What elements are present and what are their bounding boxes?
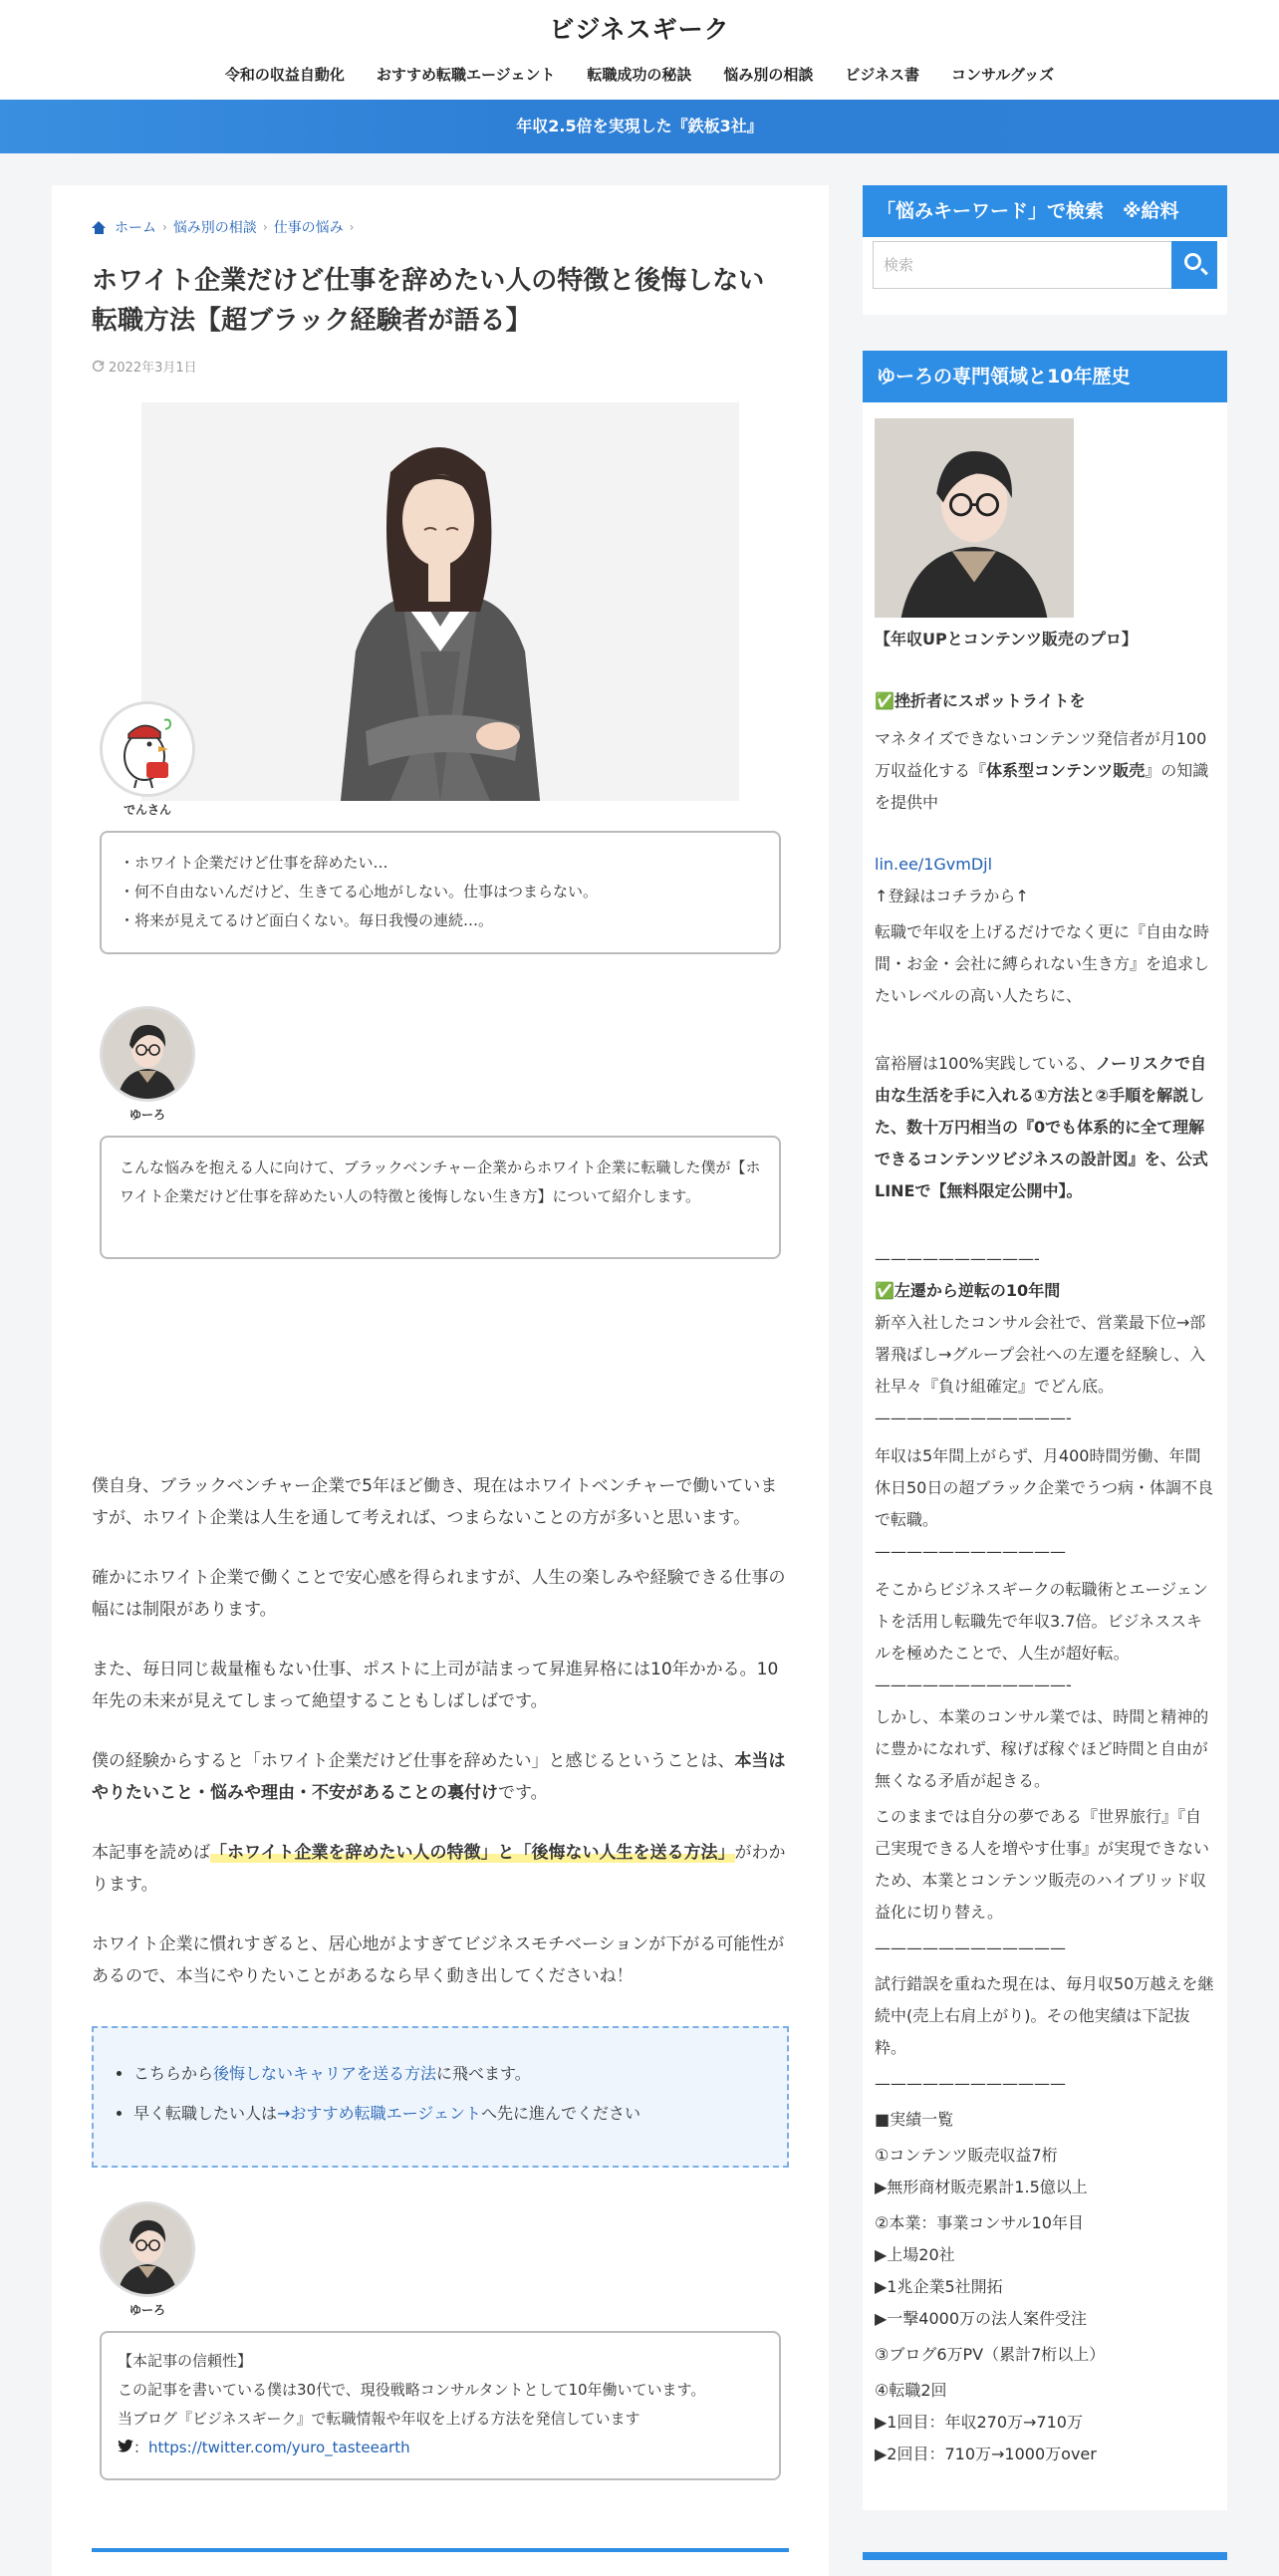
bold-text: ノーリスクで自由な生活を手に入れる①方法と②手順を解説した、数十万円相当の『0でも体系的に全て理解できるコンテンツビジネスの設計図』を、公式LINEで【無料限定公開中】。 (875, 1054, 1208, 1200)
bubble-line: この記事を書いている僕は30代で、現役戦略コンサルタントとして10年働いています。 (118, 2381, 706, 2399)
jump-link-box (92, 2026, 789, 2168)
text-run: です。 (498, 1783, 548, 1803)
article-main (52, 185, 829, 2576)
result-item: ③ブログ6万PV（累計7桁以上） (875, 2345, 1106, 2364)
twitter-line (118, 2434, 763, 2462)
text-run: 本記事を読めば (92, 1843, 210, 1863)
search-widget (863, 185, 1227, 315)
search-icon (1184, 253, 1201, 270)
result-item: ▶上場20社 (875, 2245, 955, 2264)
section-heading: ✅挫折者にスポットライトを (875, 691, 1086, 710)
bubble-text: こんな悩みを抱える人に向けて、ブラックベンチャー企業からホワイト企業に転職した僕が【ホワイト企業だけど仕事を辞めたい人の特徴と後悔しない生き方】について紹介します。 (120, 1159, 761, 1205)
divider-text: ———————————— (875, 2074, 1066, 2093)
notice-bar[interactable]: 年収2.5倍を実現した『鉄板3社』 (0, 100, 1279, 153)
paragraph: 僕自身、ブラックベンチャー企業で5年ほど働き、現在はホワイトベンチャーで働いていますが、ホワイト企業は人生を通して考えれば、つまらないことの方が多いと思います。 (92, 1476, 778, 1528)
results-heading: ■実績一覧 (875, 2110, 954, 2129)
profile-text: 新卒入社したコンサル会社で、営業最下位→部署飛ばし→グループ会社への左遷を経験し、入社早々『負け組確定』でどん底。 (875, 1313, 1206, 1396)
profile-text: 転職で年収を上げるだけでなく更に『自由な時間・お金・会社に縛られない生き方』を追求したいレベルの高い人たちに、 (875, 922, 1210, 1005)
avatar-yuro (100, 1006, 195, 1102)
search-input[interactable] (873, 241, 1171, 289)
nav-item-success-tips[interactable]: 転職成功の秘訣 (587, 66, 692, 84)
paragraph: また、毎日同じ裁量権もない仕事、ポストに上司が詰まって昇進昇格には10年かかる。10年先の未来が見えてしまって絶望することもしばしばです。 (92, 1660, 779, 1711)
profile-text: そこからビジネスギークの転職術とエージェントを活用し転職先で年収3.7倍。ビジネススキルを極めたことで、人生が超好転。 (875, 1580, 1208, 1663)
date-text: 2022年3月1日 (109, 361, 197, 376)
twitter-bird-icon (118, 2440, 133, 2452)
search-form (873, 241, 1217, 289)
profile-text: このままでは自分の夢である『世界旅行』『自己実現できる人を増やす仕事』が実現できないため、本業とコンテンツ販売のハイブリッド収益化に切り替え。 (875, 1807, 1210, 1922)
nav-item-consul-goods[interactable]: コンサルグッズ (950, 66, 1055, 84)
result-item: ▶1回目：年収270万→710万 (875, 2413, 1083, 2432)
site-header (0, 0, 1279, 100)
chevron-right-icon: › (349, 220, 355, 234)
speaker-name: でんさん (123, 803, 171, 817)
list-item (133, 2094, 761, 2134)
breadcrumb (92, 217, 354, 237)
paragraph: ホワイト企業に慣れすぎると、居心地がよすぎてビジネスモチベーションが下がる可能性があるので、本当にやりたいことがあるなら早く動き出してくださいね！ (92, 1934, 785, 1986)
result-item: ▶無形商材販売累計1.5億以上 (875, 2178, 1088, 2196)
register-note: ↑登録はコチラから↑ (875, 887, 1029, 905)
text-run: こちらから (133, 2064, 214, 2083)
profile-avatar (875, 418, 1074, 618)
refresh-icon (92, 360, 105, 373)
result-item: ④転職2回 (875, 2381, 947, 2400)
hero-image (141, 402, 739, 801)
breadcrumb-home[interactable]: ホーム (115, 220, 156, 236)
text-run: がわかります。 (92, 1843, 786, 1895)
bubble-line: ・ホワイト企業だけど仕事を辞めたい… (120, 854, 388, 872)
result-item: ▶1兆企業5社開拓 (875, 2277, 1003, 2296)
global-nav (0, 64, 1279, 85)
bubble-line: 【本記事の信頼性】 (118, 2352, 253, 2370)
divider-text: ———————————— (875, 1938, 1066, 1957)
line-link[interactable]: lin.ee/1GvmDjl (875, 855, 993, 874)
chevron-right-icon: › (262, 220, 268, 234)
nav-item-business-books[interactable]: ビジネス書 (845, 66, 919, 84)
man-with-glasses-icon (103, 2204, 192, 2294)
divider-text: ———————————— (875, 1542, 1066, 1561)
man-with-glasses-icon (103, 1009, 192, 1099)
site-title[interactable]: ビジネスギーク (549, 15, 730, 44)
nav-item-agents[interactable]: おすすめ転職エージェント (376, 66, 556, 84)
line-link-row (875, 849, 1215, 881)
twitter-link[interactable]: https://twitter.com/yuro_tasteearth (148, 2439, 410, 2456)
paragraph: 確かにホワイト企業で働くことで安心感を得られますが、人生の楽しみや経験できる仕事の幅には制限があります。 (92, 1568, 786, 1620)
text-run: へ先に進んでください (480, 2104, 640, 2123)
breadcrumb-category[interactable]: 悩み別の相談 (172, 220, 257, 236)
twitter-separator: ： (133, 2439, 149, 2456)
text-run: マネタイズできないコンテンツ発信者が月100万収益化する『 (875, 729, 1207, 780)
speech-bubble (100, 831, 781, 954)
paragraph (92, 1837, 789, 1901)
text-run: 富裕層は100%実践している、 (875, 1054, 1096, 1073)
search-button[interactable] (1171, 241, 1217, 289)
text-run: 早く転職したい人は (133, 2104, 278, 2123)
profile-text: しかし、本業のコンサル業では、時間と精神的に豊かになれず、稼げば稼ぐほど時間と自由が無くなる矛盾が起きる。 (875, 1707, 1209, 1790)
article-title: ホワイト企業だけど仕事を辞めたい人の特徴と後悔しない転職方法【超ブラック経験者が語る】 (92, 266, 765, 336)
divider-text: ————————————- (875, 1675, 1072, 1694)
profile-text: 年収は5年間上がらず、月400時間労働、年間休日50日の超ブラック企業でうつ病・体調不良で転職。 (875, 1446, 1214, 1529)
speaker-name: ゆーろ (128, 1108, 165, 1122)
agent-link[interactable]: →おすすめ転職エージェント (277, 2104, 481, 2123)
article-date (92, 357, 197, 376)
bubble-line: ・何不自由ないんだけど、生きてる心地がしない。仕事はつまらない。 (120, 883, 599, 901)
section-heading-bar (92, 2548, 789, 2552)
highlighted-text: 「ホワイト企業を辞めたい人の特徴」と「後悔ない人生を送る方法」 (210, 1843, 735, 1863)
divider-text: ————————————- (875, 1409, 1072, 1427)
speech-bubble (100, 2331, 781, 2480)
text-run: に飛べます。 (436, 2064, 531, 2083)
bold-text: 本当はやりたいこと・悩みや理由・不安があることの裏付け (92, 1751, 786, 1803)
result-item: ①コンテンツ販売収益7桁 (875, 2146, 1058, 2165)
home-icon (92, 221, 107, 234)
profile-text: 試行錯誤を重ねた現在は、毎月収50万越えを継続中(売上右肩上がり)。その他実績は下記抜粋。 (875, 1974, 1214, 2057)
bold-text: 体系型コンテンツ販売 (986, 761, 1146, 780)
profile-tagline: 【年収UPとコンテンツ販売のプロ】 (875, 630, 1138, 648)
result-item: ②本業：事業コンサル10年目 (875, 2213, 1084, 2232)
breadcrumb-subcategory[interactable]: 仕事の悩み (273, 220, 344, 236)
text-run: 僕の経験からすると「ホワイト企業だけど仕事を辞めたい」と感じるということは、 (92, 1751, 735, 1771)
bubble-line: 当ブログ『ビジネスギーク』で転職情報や年収を上げる方法を発信しています (118, 2410, 640, 2428)
chevron-right-icon: › (162, 220, 167, 234)
profile-text (875, 1048, 1215, 1207)
nav-item-consultation[interactable]: 悩み別の相談 (723, 66, 814, 84)
list-item (133, 2054, 761, 2094)
profile-widget-title: ゆーろの専門領域と10年歴史 (863, 351, 1227, 402)
avatar-yuro (100, 2201, 195, 2297)
avatar-den (100, 701, 195, 797)
speech-bubble (100, 1136, 781, 1259)
sidebar-next-widget-bar (863, 2552, 1227, 2560)
profile-text (875, 723, 1215, 819)
text-run: 』の知識を提供中 (875, 761, 1209, 812)
paragraph (92, 1745, 789, 1809)
result-item: ▶一撃4000万の法人案件受注 (875, 2309, 1088, 2328)
worried-woman-illustration (141, 402, 739, 801)
nav-item-automation[interactable]: 令和の収益自動化 (224, 66, 345, 84)
result-item: ▶2回目：710万→1000万over (875, 2445, 1097, 2463)
speaker-name: ゆーろ (128, 2303, 165, 2317)
divider-text: ——————————- (875, 1249, 1040, 1268)
man-with-glasses-icon (875, 418, 1074, 618)
section-heading: ✅左遷から逆転の10年間 (875, 1281, 1061, 1300)
profile-widget (863, 351, 1227, 2510)
profile-body (863, 418, 1227, 2470)
bird-mascot-icon (103, 704, 192, 794)
bubble-line: ・将来が見えてるけど面白くない。毎日我慢の連続…。 (120, 911, 494, 929)
search-widget-title: 「悩みキーワード」で検索 ※給料 (863, 185, 1227, 237)
career-method-link[interactable]: 後悔しないキャリアを送る方法 (213, 2064, 437, 2083)
